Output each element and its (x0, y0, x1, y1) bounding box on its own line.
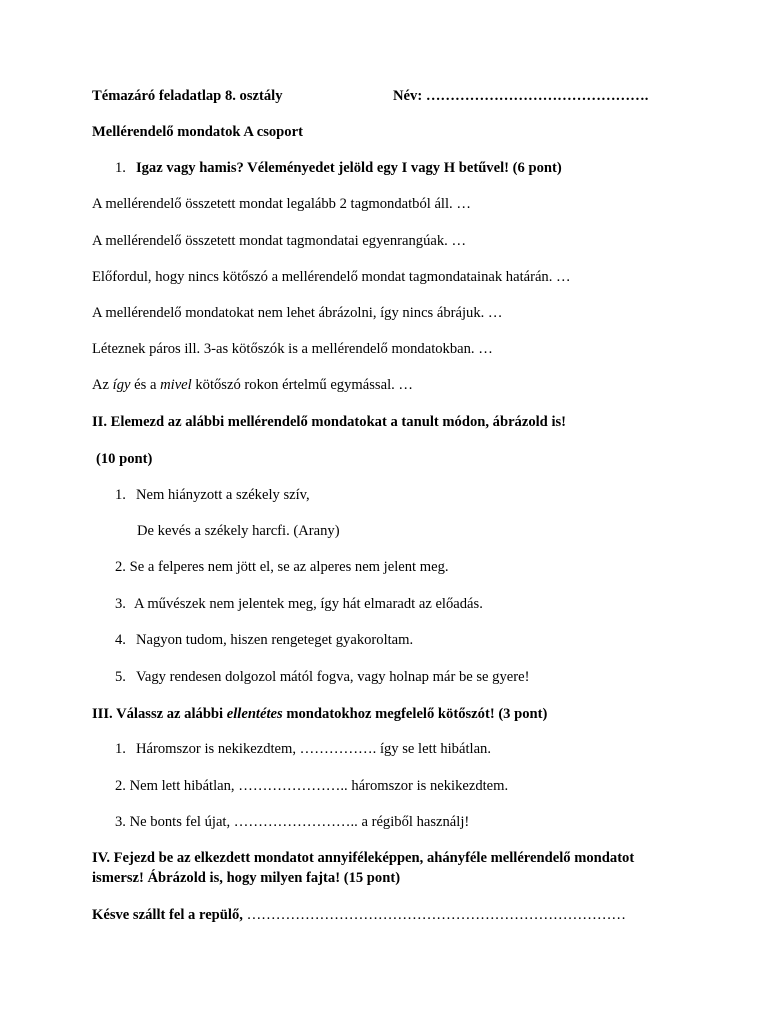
item-number: 2. (115, 559, 126, 575)
statement-6-part: kötőszó rokon értelmű egymással. … (191, 377, 414, 393)
item-text: A művészek nem jelentek meg, így hát elmaradt az előadás. (133, 596, 483, 612)
task2-item (115, 557, 449, 577)
task3-item (115, 812, 469, 832)
item-number: 4. (115, 632, 126, 648)
task1-heading (115, 158, 562, 178)
task3-heading (92, 704, 547, 724)
item-text: Nem lett hibátlan, ………………….. háromszor is nekikezdtem. (129, 778, 509, 794)
statement-6-part: és a (130, 377, 161, 393)
statement-2: A mellérendelő összetett mondat tagmondatai egyenrangúak. … (92, 233, 467, 249)
worksheet-title: Témazáró feladatlap 8. osztály (92, 88, 283, 104)
item-text: Nem hiányzott a székely szív, (135, 487, 310, 503)
item-number: 5. (115, 669, 126, 685)
task2-item: De kevés a székely harcfi. (Arany) (137, 523, 340, 539)
statement-1: A mellérendelő összetett mondat legalább 2 tagmondatból áll. … (92, 196, 471, 212)
item-text: Se a felperes nem jött el, se az alperes nem jelent meg. (129, 559, 449, 575)
item-text: Háromszor is nekikezdtem, ……………. így se lett hibátlan. (135, 741, 491, 757)
task4-prompt: Késve szállt fel a repülő, (92, 907, 243, 923)
item-text: Nagyon tudom, hiszen rengeteget gyakoroltam. (135, 632, 414, 648)
task2-points: (10 pont) (96, 451, 153, 467)
task3-heading-italic: ellentétes (226, 706, 283, 722)
conjunction-mivel: mivel (160, 377, 192, 393)
task3-heading-part: III. Válassz az alábbi (92, 706, 227, 722)
item-number: 2. (115, 778, 126, 794)
name-field: Név: ………………………………………. (393, 88, 649, 104)
item-number: 1. (115, 741, 126, 757)
statement-6 (92, 375, 413, 395)
statement-4: A mellérendelő mondatokat nem lehet ábrázolni, így nincs ábrájuk. … (92, 305, 503, 321)
task1-number: 1. (115, 160, 126, 176)
item-text: Ne bonts fel újat, …………………….. a régiből használj! (129, 814, 470, 830)
item-number: 3. (115, 596, 126, 612)
task2-item (115, 630, 413, 650)
item-number: 3. (115, 814, 126, 830)
task2-item (115, 594, 483, 614)
conjunction-igy: így (112, 377, 131, 393)
task3-heading-part: mondatokhoz megfelelő kötőszót! (3 pont) (282, 706, 548, 722)
answer-blank: …………………………………………………………………… (242, 907, 627, 923)
worksheet-subtitle: Mellérendelő mondatok A csoport (92, 124, 303, 140)
task2-item (115, 485, 310, 505)
task2-item (115, 667, 529, 687)
statement-5: Léteznek páros ill. 3-as kötőszók is a mellérendelő mondatokban. … (92, 341, 493, 357)
task4-heading-line2: ismersz! Ábrázold is, hogy milyen fajta! (15 pont) (92, 870, 401, 886)
item-text: Vagy rendesen dolgozol mától fogva, vagy holnap már be se gyere! (135, 669, 530, 685)
task4-answer-line (92, 905, 626, 925)
item-number: 1. (115, 487, 126, 503)
task3-item (115, 739, 491, 759)
statement-3: Előfordul, hogy nincs kötőszó a mellérendelő mondat tagmondatainak határán. … (92, 269, 571, 285)
statement-6-part: Az (92, 377, 113, 393)
task2-heading: II. Elemezd az alábbi mellérendelő mondatokat a tanult módon, ábrázold is! (92, 414, 567, 430)
task1-heading-text: Igaz vagy hamis? Véleményedet jelöld egy I vagy H betűvel! (6 pont) (135, 160, 562, 176)
task3-item (115, 776, 508, 796)
task4-heading-line1: IV. Fejezd be az elkezdett mondatot annyiféleképpen, ahányféle mellérendelő mondatot (92, 850, 635, 866)
